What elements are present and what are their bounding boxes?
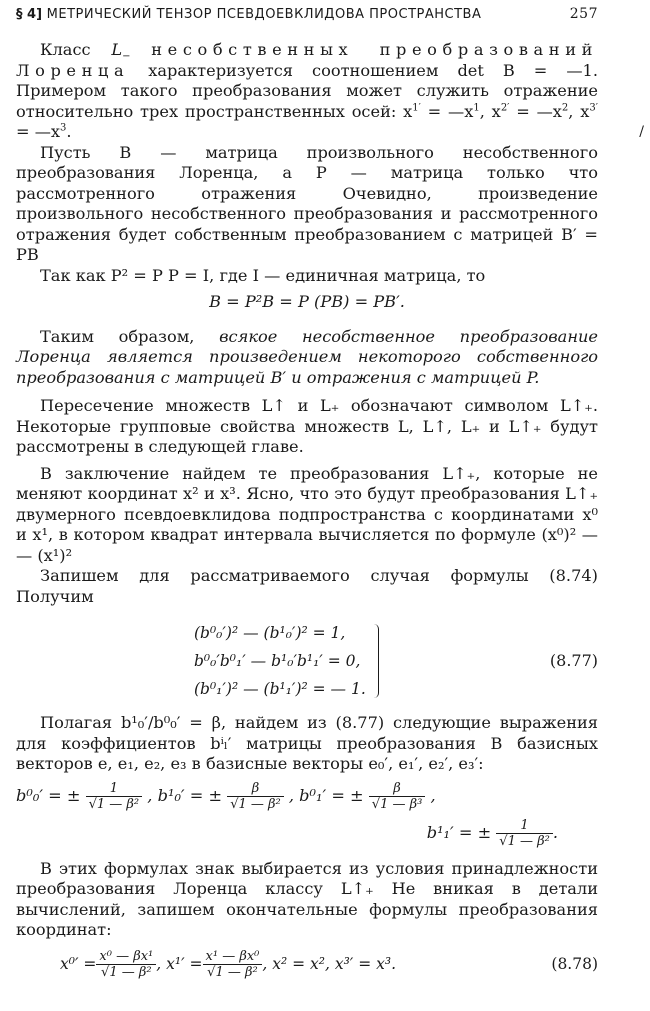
coef-c-fraction: [369, 781, 426, 812]
coef-d-den: √1 — β²: [499, 833, 550, 849]
coef-b-fraction: [227, 781, 284, 812]
coef-a-lhs: b⁰₀′ = ±: [16, 785, 81, 805]
coef-a-fraction: [86, 781, 143, 812]
equation-number-878: (8.78): [551, 954, 598, 973]
final-rest: , x² = x², x³′ = x³.: [262, 954, 397, 973]
section-mark: § 4]: [16, 7, 43, 22]
final-x0-lhs: x⁰′ =: [60, 954, 97, 973]
text-comma2: , x: [568, 101, 590, 121]
coefficients-row: b⁰₀′ = ± $\frac{1}{\text{√1 — β²}}$ , b¹₀′ = ± $\frac{\beta}{\text{√1 — β²}}$ , b⁰₁′ = ± $\frac{\beta}{\text{√1 — β³}}$ ,: [16, 780, 436, 812]
coef-d-lhs: b¹₁′ = ±: [426, 822, 492, 842]
coef-c-lhs: , b⁰₁′ = ±: [288, 785, 364, 805]
running-header: [16, 6, 598, 22]
coef-b-num: β: [227, 781, 284, 797]
header-title-text: МЕТРИЧЕСКИЙ ТЕНЗОР ПСЕВДОЕВКЛИДОВА ПРОСТРАНСТВА: [46, 7, 482, 22]
equation-number-877: (8.77): [549, 650, 598, 670]
final-x1-fraction: [203, 949, 263, 980]
page-body: [16, 40, 598, 980]
final-x1-lhs: , x¹′ =: [156, 954, 203, 973]
system-eq2: b⁰₀′b⁰₁′ — b¹₀′b¹₁′ = 0,: [194, 652, 361, 670]
paragraph-setting-beta: Полагая b¹₀′/b⁰₀′ = β, найдем из (8.77) следующие выражения для коэффициентов bⁱₗ′ матрицы преобразования B базисных векторов e, e₁, e₂, e₃ в базисные векторы e₀′, e₁′, e₂′, e₃′:: [16, 713, 598, 773]
paragraph-write: Запишем для рассматриваемого случая формулы (8.74) Получим: [16, 566, 598, 606]
text-comma1: , x: [479, 101, 501, 121]
coefficient-d-row: b¹₁′ = ± $\frac{1}{\text{√1 — β²}}$ .: [426, 817, 558, 849]
system-equations: [194, 619, 366, 703]
coef-c-num: β: [369, 781, 426, 797]
coef-b-den: √1 — β²: [230, 796, 281, 812]
coef-a-den: √1 — β²: [88, 796, 140, 812]
right-brace: [374, 624, 379, 698]
margin-mark: /: [639, 124, 644, 140]
header-title: [16, 7, 481, 22]
text-period: .: [66, 122, 72, 141]
spaced-lorentz: Лоренца: [16, 60, 130, 80]
final-x0-fraction: [96, 949, 156, 980]
text-klass: Класс: [40, 40, 91, 59]
text-eq3: = —x: [16, 122, 61, 141]
coef-a-num: 1: [86, 781, 143, 797]
paragraph-since: Так как P² = P P = I, где I — единичная матрица, то: [40, 265, 486, 285]
system-eq1: (b⁰₀′)² — (b¹₀′)² = 1,: [194, 624, 346, 642]
paragraph-matrix-b: Пусть B — матрица произвольного несобственного преобразования Лоренца, а P — матрица только что рассмотренного отражения Очевидно, произведение произвольного несобственного преобразования и рассмотренного отражения будет собственным преобразованием с матрицей B′ = PB: [16, 142, 598, 264]
text-characterized: характеризуется соотношением det B = —1. Примером такого преобразования может служить отражение относительно трех пространственных осей: x: [16, 60, 598, 121]
text-thus: Таким образом,: [40, 326, 195, 346]
text-eq1: = —x: [420, 101, 474, 121]
paragraph-sign: В этих формулах знак выбирается из условия принадлежности преобразования Лоренца классу L↑₊ Не вникая в детали вычислений, запишем окончательные формулы преобразования координат:: [16, 858, 598, 939]
equation-b: B = P²B = P (PB) = PB′.: [209, 292, 405, 311]
spaced-text: несобственных преобразований: [151, 40, 598, 59]
equation-system: [16, 619, 598, 703]
coef-b-lhs: , b¹₀′ = ±: [147, 785, 223, 805]
coef-c-den: √1 — β³: [371, 796, 423, 812]
coef-d-fraction: [496, 818, 553, 849]
final-x0-den: √1 — β²: [101, 964, 152, 980]
text-eq2: = —x: [509, 101, 562, 121]
final-equation: [16, 949, 598, 980]
final-x1-den: √1 — β²: [207, 964, 258, 980]
symbol-L: L: [111, 40, 123, 59]
final-x1-num: x¹ — βx⁰: [203, 949, 263, 965]
system-eq3: (b⁰₁′)² — (b¹₁′)² = — 1.: [194, 680, 366, 698]
page-number: 257: [569, 6, 598, 22]
paragraph-conclusion: В заключение найдем те преобразования L↑₊, которые не меняют координат x² и x³. Ясно, что это будут преобразования L↑₊ двумерного псевдоевклидова подпространства с координатами x⁰ и x¹, в котором квадрат интервала вычисляется по формуле (x⁰)² — — (x¹)²: [16, 463, 598, 565]
paragraph-thus: [16, 327, 598, 389]
paragraph-intersection: Пересечение множеств L↑ и L₊ обозначают символом L↑₊. Некоторые групповые свойства множеств L, L↑, L₊ и L↑₊ будут рассмотрены в следующей главе.: [16, 396, 598, 456]
theorem-italic: всякое несобственное преобразование Лоренца является произведением некоторого собственного преобразования с матрицей B′ и отражения с матрицей P.: [16, 326, 598, 387]
final-x0-num: x⁰ — βx¹: [96, 949, 156, 965]
paragraph-improper-class: Класс $L_-$ несобственных преобразований Лоренца характеризуется соотношением det B = —1. Примером такого преобразования может служить отражение относительно трех пространственных осей: $x^{1'}$ = $—x^1$, $x^{2'}$ = $—x^2$, $x^{3'}$ = $—x^3$.: [16, 40, 599, 141]
coef-d-num: 1: [496, 818, 553, 834]
